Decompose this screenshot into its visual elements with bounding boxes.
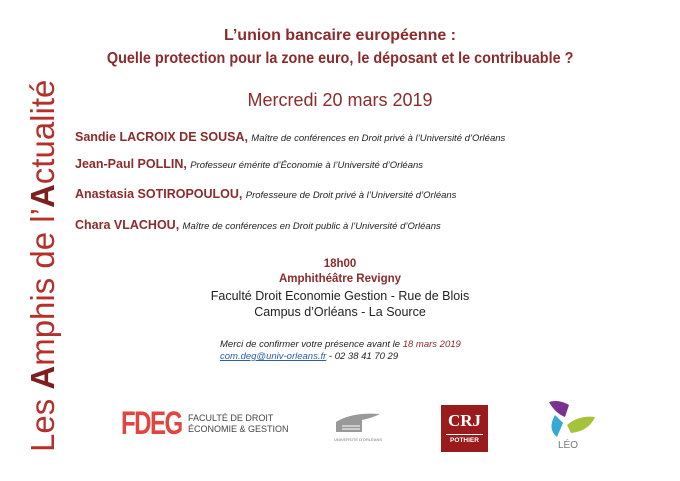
university-logo-text: UNIVERSITÉ D’ORLÉANS — [333, 437, 382, 442]
speaker-name: Anastasia SOTIROPOULOU, — [75, 187, 243, 201]
event-date: Mercredi 20 mars 2019 — [247, 90, 433, 110]
contact-line — [220, 351, 398, 362]
side-title-part: Les — [24, 389, 61, 452]
email-link[interactable]: com.deg@univ-orleans.fr — [220, 351, 327, 362]
side-title-part: ctualité — [24, 79, 61, 185]
event-address-2: Campus d’Orléans - La Source — [254, 305, 426, 319]
speaker-role: Professeur émérite d’Économie à l’Université d’Orléans — [190, 160, 424, 171]
event-time: 18h00 — [323, 258, 357, 270]
fdeg-logo-text — [188, 413, 289, 435]
speaker — [75, 218, 441, 232]
event-room: Amphithéâtre Revigny — [278, 273, 402, 285]
speaker-name: Chara VLACHOU, — [75, 218, 180, 232]
rsvp-deadline: 18 mars 2019 — [402, 339, 461, 350]
fdeg-line: FACULTÉ DE DROIT — [188, 413, 274, 423]
crj-pothier-logo — [441, 405, 488, 452]
crj-text: CRJ — [447, 411, 482, 430]
side-title-part: A — [24, 365, 61, 390]
speaker — [75, 187, 456, 201]
side-title-part: mphis de l’ — [24, 208, 61, 366]
fdeg-line: ÉCONOMIE & GESTION — [188, 424, 289, 434]
speaker-role: Maître de conférences en Droit privé à l’Université d’Orléans — [251, 133, 506, 144]
speaker-role: Maître de conférences en Droit public à l’Université d’Orléans — [182, 221, 441, 232]
speaker — [75, 157, 423, 171]
fdeg-logo: FDEG — [121, 405, 182, 441]
event-address-1: Faculté Droit Economie Gestion - Rue de Blois — [210, 289, 470, 303]
speaker-name: Sandie LACROIX DE SOUSA, — [75, 130, 248, 144]
crj-subtext: POTHIER — [446, 434, 483, 444]
title-line-1: L’union bancaire européenne : — [223, 27, 457, 44]
title-line-2 — [0, 50, 680, 68]
side-title-part: A — [24, 184, 61, 209]
leo-logo — [545, 399, 597, 439]
rsvp-note — [220, 339, 461, 350]
phone-number: - 02 38 41 70 29 — [326, 351, 399, 362]
title-line-2-text: Quelle protection pour la zone euro, le déposant et le contribuable ? — [106, 50, 574, 67]
speaker-role: Professeure de Droit privé à l’Université d’Orléans — [245, 190, 457, 201]
speaker-name: Jean-Paul POLLIN, — [75, 157, 187, 171]
rsvp-text: Merci de confirmer votre présence avant le — [220, 339, 403, 350]
leo-logo-text: LÉO — [558, 440, 579, 451]
speaker — [75, 130, 505, 144]
university-logo — [332, 410, 384, 436]
